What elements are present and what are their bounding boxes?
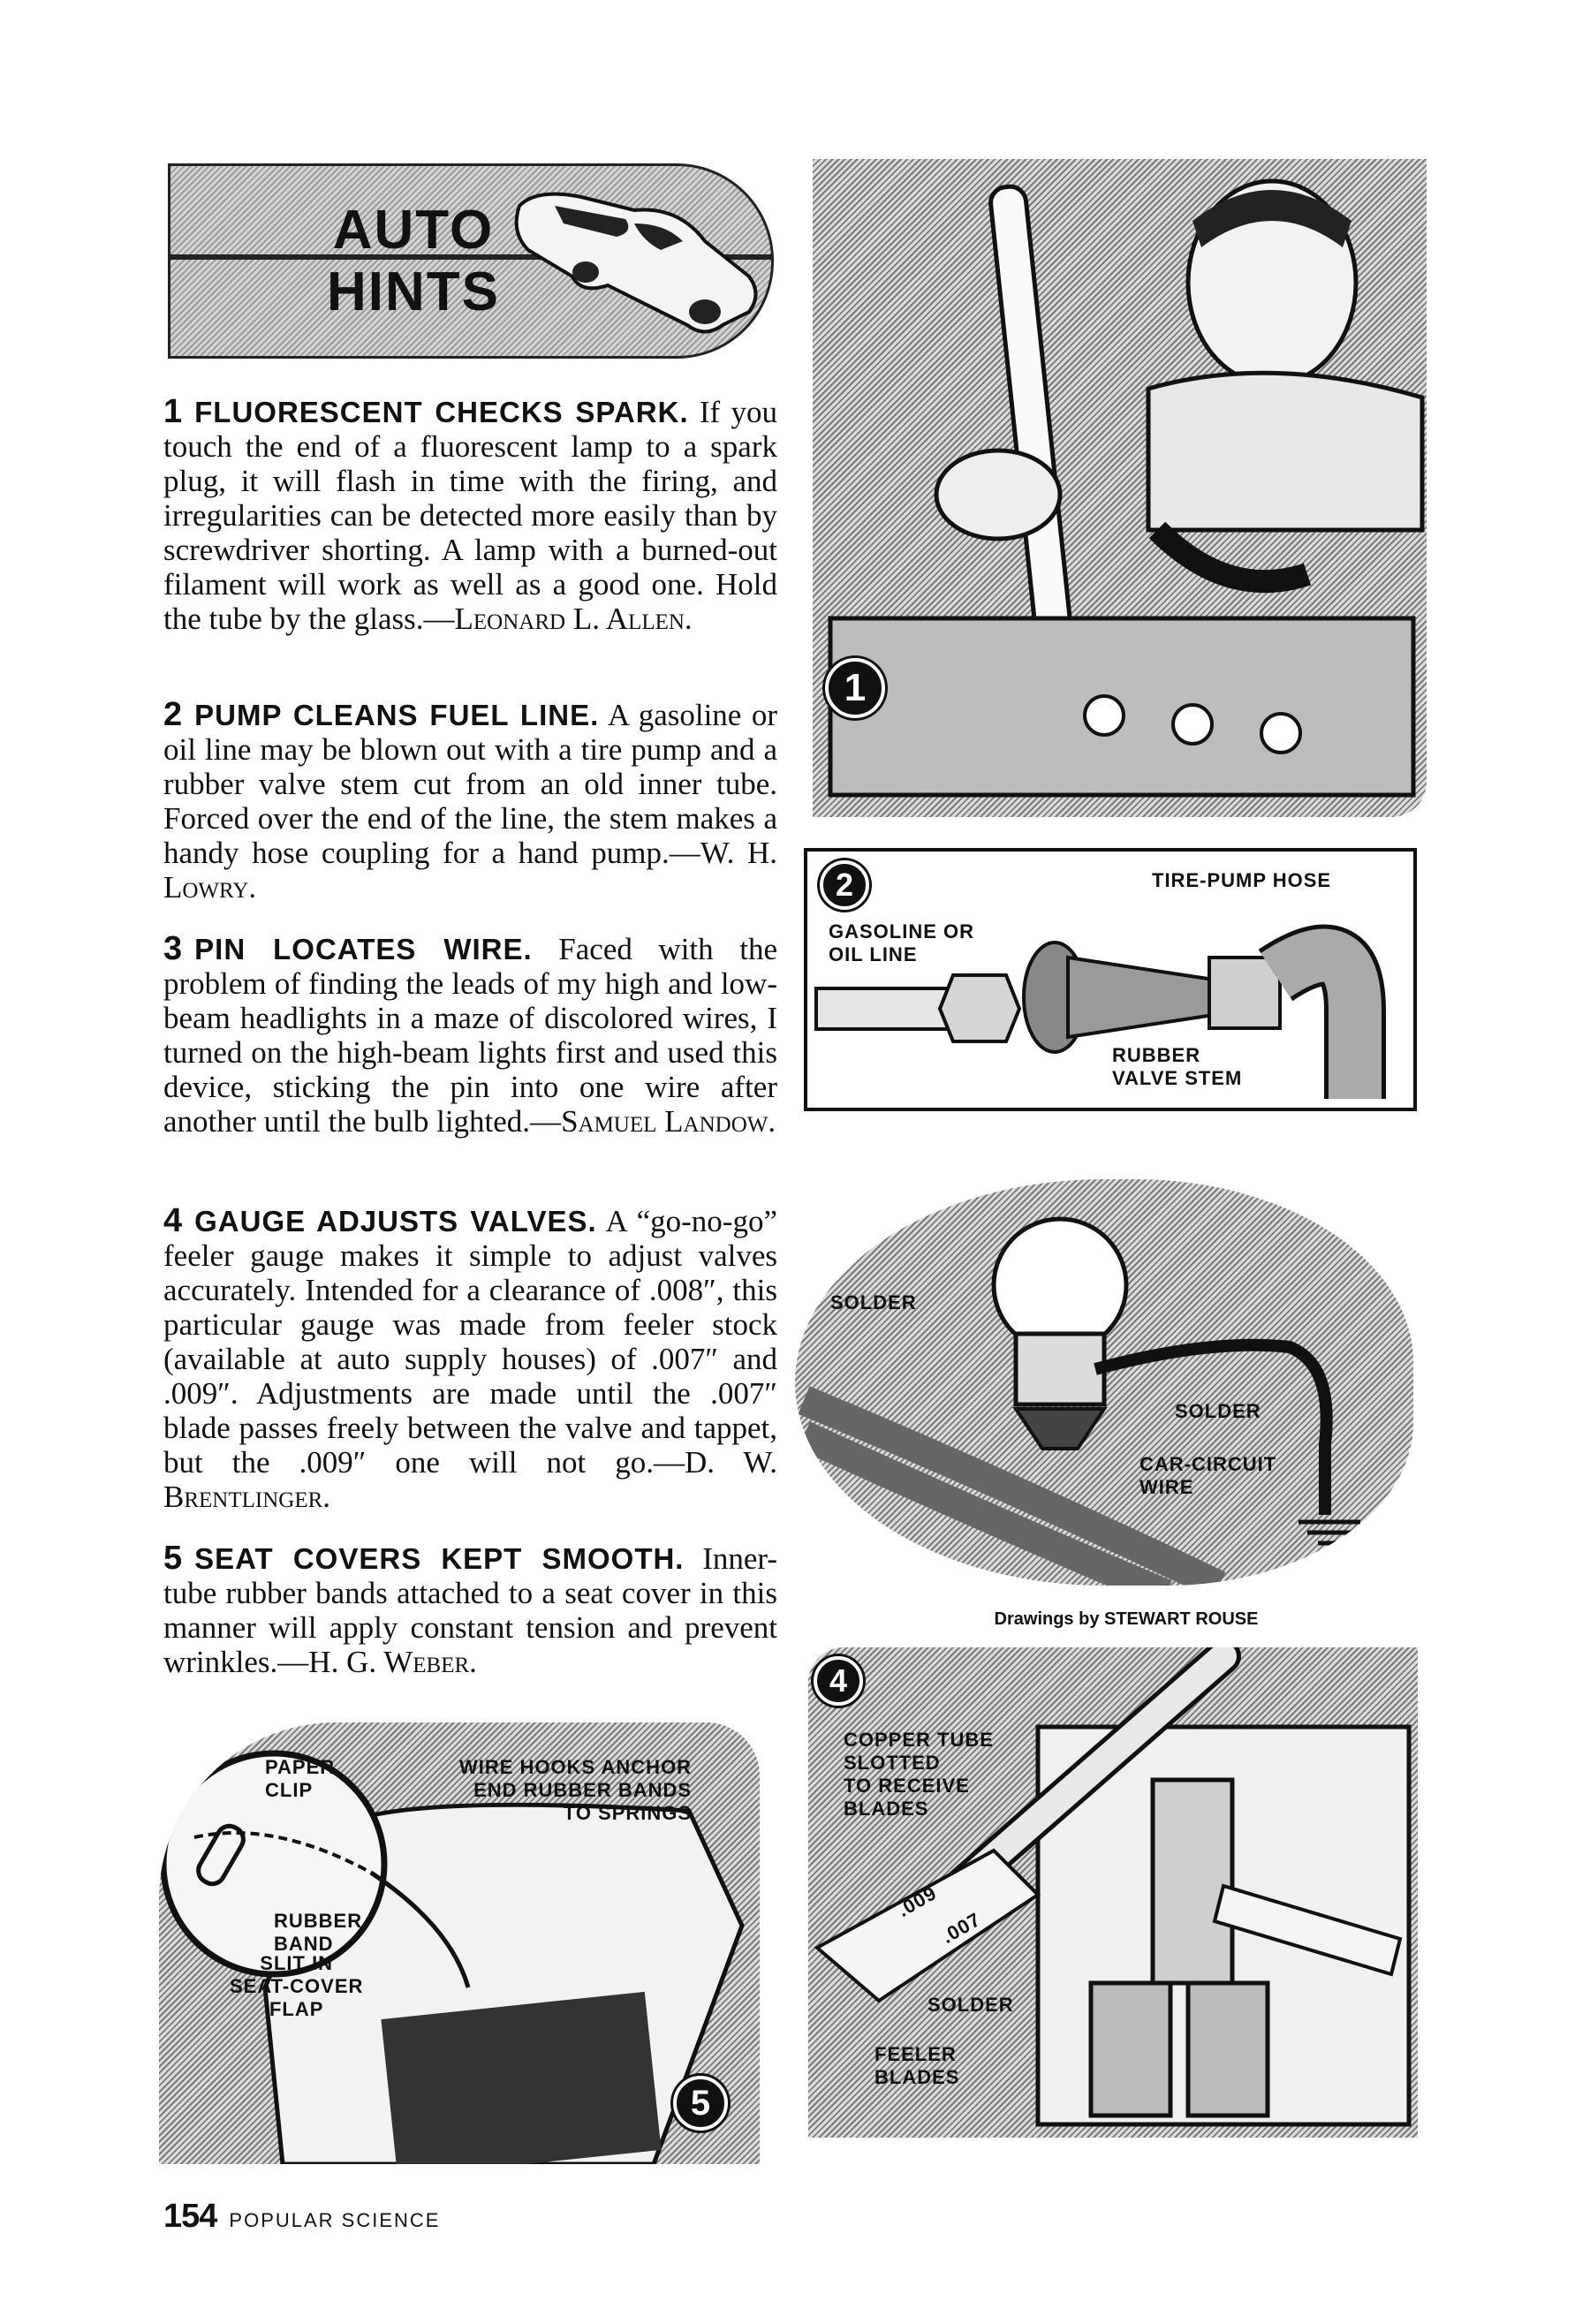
hint-3 (163, 932, 777, 1139)
label-tire-pump-hose: TIRE-PUMP HOSE (1152, 869, 1332, 891)
figure-4-illustration (808, 1647, 1418, 2138)
label-copper-tube: COPPER TUBE SLOTTED TO RECEIVE BLADES (844, 1729, 994, 1820)
label-solder-mid: SOLDER (1175, 1400, 1261, 1422)
banner-title (325, 200, 502, 323)
label-paper-clip: PAPER CLIP (265, 1756, 336, 1801)
car-illustration (502, 170, 767, 347)
blade-007-marking: .007 (937, 1908, 985, 1949)
hint-number: 3 (163, 930, 183, 967)
label-solder-top: SOLDER (830, 1291, 917, 1313)
label-solder: SOLDER (928, 1994, 1014, 2016)
figure-2-badge: 2 (820, 860, 869, 910)
figure-4-badge: 4 (814, 1656, 863, 1706)
figure-1-badge: 1 (825, 658, 885, 718)
figure-5-badge: 5 (673, 2076, 728, 2131)
auto-hints-banner (168, 163, 774, 359)
hint-author: Leonard L. Allen. (454, 602, 693, 636)
hint-1 (163, 395, 777, 636)
label-rubber-band: RUBBER BAND (274, 1910, 363, 1955)
hint-number: 2 (163, 696, 183, 733)
figure-1-illustration (813, 159, 1427, 817)
hint-body: A “go-no-go” feeler gauge makes it simple to adjust valves accurately. Intended for a clearance of .008″, this particular gauge was made from feeler stock (available at auto supply houses) of .007″ and .009″. Adjustments are made until the .007″ blade passes freely between the valve and tappet, but the .009″ one will not go.— (163, 1204, 777, 1480)
bulb-tester-drawing (795, 1179, 1413, 1586)
page-number: 154 (163, 2198, 217, 2235)
label-car-circuit-wire: CAR-CIRCUIT WIRE (1140, 1453, 1277, 1498)
hint-body: Inner-tube rubber bands attached to a seat cover in this manner will apply constant tension and prevent wrinkles.— (163, 1541, 778, 1679)
figure-3-badge: 3 (802, 1197, 855, 1250)
hint-heading: FLUORESCENT CHECKS SPARK. (194, 396, 689, 428)
hint-author: D. W. Brentlinger. (163, 1445, 777, 1514)
label-rubber-valve-stem: RUBBER VALVE STEM (1112, 1044, 1243, 1089)
figure-5-illustration (159, 1722, 760, 2164)
hint-author: H. G. Weber. (308, 1645, 477, 1679)
hint-heading: PUMP CLEANS FUEL LINE. (194, 699, 600, 731)
figure-3-illustration (795, 1179, 1413, 1586)
hint-body: If you touch the end of a fluorescent lamp to a spark plug, it will flash in time with the firing, and irregularities can be detected more easily than by screwdriver shorting. A lamp with a burned-out filament will work as well as a good one. Hold the tube by the glass.— (163, 395, 777, 636)
banner-title-line1: AUTO (332, 200, 495, 261)
drawings-credit: Drawings by STEWART ROUSE (994, 1609, 1259, 1629)
hint-number: 1 (163, 393, 183, 430)
label-feeler-blades: FEELER BLADES (874, 2043, 960, 2088)
figure-2-illustration (804, 848, 1417, 1111)
hint-2 (163, 698, 777, 905)
label-slit-seat-cover-flap: SLIT IN SEAT-COVER FLAP (230, 1952, 364, 2020)
mechanic-drawing (813, 159, 1427, 817)
hint-author: Samuel Landow. (561, 1104, 776, 1139)
hint-body: Faced with the problem of finding the leads of my high and low-beam headlights in a maze of discolored wires, I turned on the high-beam lights first and used this device, sticking the pin into one wire after another until the bulb lighted.— (163, 932, 777, 1139)
hint-5 (163, 1541, 777, 1679)
hint-heading: GAUGE ADJUSTS VALVES. (194, 1205, 597, 1238)
label-gasoline-oil-line: GASOLINE OR OIL LINE (829, 920, 975, 965)
page-footer (163, 2198, 440, 2236)
hint-4 (163, 1204, 777, 1514)
hint-body: A gasoline or oil line may be blown out with a tire pump and a rubber valve stem cut from an old inner tube. Forced over the end of the line, the stem makes a handy hose coupling for a hand pump.— (163, 698, 778, 870)
hint-author: W. H. Lowry. (163, 836, 777, 905)
blade-009-marking: .009 (893, 1881, 941, 1922)
magazine-name: POPULAR SCIENCE (229, 2209, 441, 2231)
hint-heading: SEAT COVERS KEPT SMOOTH. (194, 1542, 685, 1575)
hint-number: 4 (163, 1202, 183, 1239)
hint-number: 5 (163, 1540, 183, 1577)
banner-title-line2: HINTS (327, 261, 500, 322)
label-wire-hooks: WIRE HOOKS ANCHOR END RUBBER BANDS TO SPRINGS (459, 1756, 693, 1824)
hint-heading: PIN LOCATES WIRE. (194, 933, 533, 965)
